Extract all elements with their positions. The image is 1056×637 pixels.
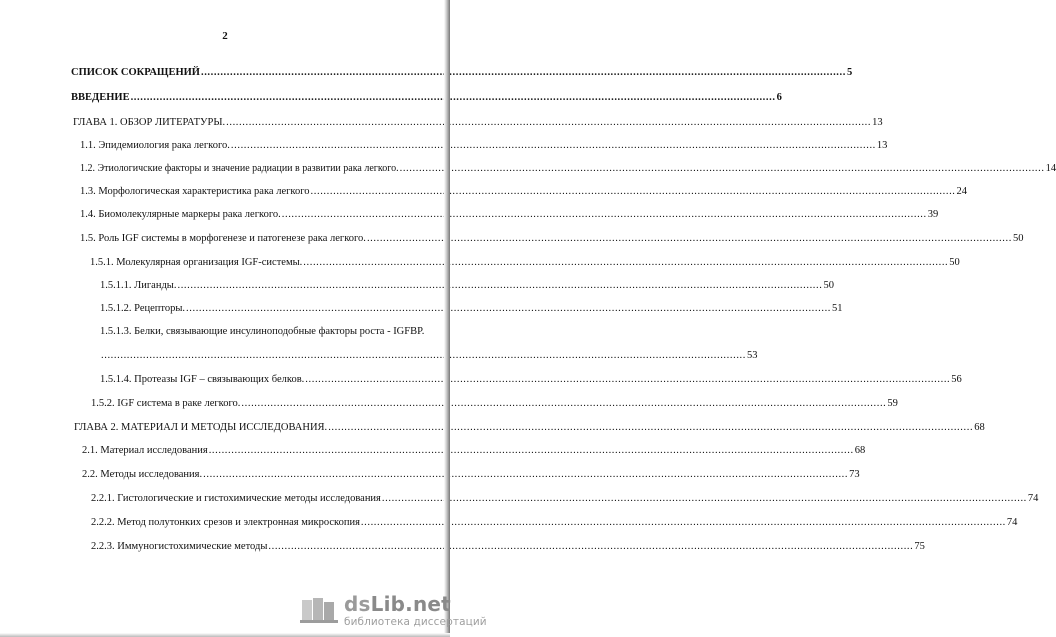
toc-entry-page: 75 [914, 541, 925, 552]
toc-entry [71, 66, 853, 79]
toc-entry-title: ГЛАВА 1. ОБЗОР ЛИТЕРАТУРЫ. [73, 117, 226, 128]
toc-entry-page: 74 [1027, 493, 1039, 504]
toc-entry-page: 53 [747, 350, 758, 361]
toc-entry-continuation [100, 349, 758, 362]
toc-entry [100, 325, 425, 338]
toc-leader-dots [203, 468, 848, 481]
toc-leader-dots [209, 444, 854, 457]
toc-entry [80, 208, 939, 221]
toc-leader-dots [311, 185, 956, 198]
toc-entry-title: 1.5.1. Молекулярная организация IGF-системы. [90, 257, 303, 268]
toc-entry-page: 51 [832, 303, 843, 314]
toc-entry-page: 39 [927, 209, 939, 220]
toc-leader-dots [101, 349, 746, 362]
toc-entry-page: 68 [854, 445, 866, 456]
toc-entry-title: 1.5. Роль IGF системы в морфогенезе и патогенезе рака легкого. [80, 233, 366, 244]
toc-entry-title: 1.5.1.3. Белки, связывающие инсулиноподобные факторы роста - IGFBP. [100, 326, 425, 337]
toc-entry-page: 74 [1006, 517, 1018, 528]
toc-leader-dots [367, 232, 1012, 245]
toc-entry [74, 421, 985, 434]
toc-entry-title: 1.5.1.2. Рецепторы. [100, 303, 186, 314]
toc-entry-page: 68 [974, 422, 985, 433]
toc-entry-title: 1.5.2. IGF система в раке легкого. [91, 398, 241, 409]
watermark-tagline: библиотека диссертаций [344, 616, 487, 628]
toc-entry-page: 50 [823, 280, 834, 291]
book-stack-icon [300, 596, 338, 624]
toc-leader-dots [328, 421, 973, 434]
toc-entry-page: 50 [1012, 233, 1024, 244]
toc-entry [91, 492, 1039, 505]
watermark-brand-suffix: Lib.net [370, 592, 451, 616]
toc-entry-page: 14 [1045, 163, 1056, 174]
toc-leader-dots [303, 256, 948, 269]
scan-edge-shadow [444, 0, 450, 637]
toc-entry-title: ГЛАВА 2. МАТЕРИАЛ И МЕТОДЫ ИССЛЕДОВАНИЯ. [74, 422, 328, 433]
toc-leader-dots [361, 516, 1006, 529]
toc-leader-dots [305, 373, 950, 386]
toc-leader-dots [177, 279, 822, 292]
toc-leader-dots [226, 116, 871, 129]
toc-entry-page: 56 [951, 374, 962, 385]
toc-entry [80, 139, 888, 152]
toc-entry [80, 232, 1024, 245]
toc-entry-title: 1.5.1.1. Лиганды. [100, 280, 177, 291]
toc-entry [91, 540, 925, 553]
toc-entry-page: 73 [849, 469, 860, 480]
toc-entry-page: 59 [887, 398, 898, 409]
watermark-brand-prefix: ds [344, 592, 371, 616]
toc-entry-page: 24 [956, 186, 968, 197]
toc-entry [91, 516, 1018, 529]
toc-entry-title: ВВЕДЕНИЕ [71, 92, 130, 103]
toc-entry [73, 116, 883, 129]
toc-entry-page: 6 [776, 92, 782, 103]
toc-entry-title: 2.1. Материал исследования [82, 445, 208, 456]
toc-leader-dots [268, 540, 913, 553]
toc-entry [82, 444, 866, 457]
toc-entry-title: 2.2.3. Иммуногистохимические методы [91, 541, 268, 552]
toc-entry [100, 373, 962, 386]
toc-entry [80, 185, 968, 198]
toc-leader-dots [382, 492, 1027, 505]
toc-entry [90, 256, 960, 269]
toc-entry-page: 13 [876, 140, 888, 151]
dslib-watermark-logo [300, 590, 487, 634]
toc-entry [80, 162, 1056, 175]
toc-entry-title: 2.2.2. Метод полутонких срезов и электронная микроскопия [91, 517, 360, 528]
toc-entry-page: 5 [846, 67, 853, 78]
toc-leader-dots [282, 208, 927, 221]
toc-entry-title: 1.2. Этиологичские факторы и значение радиации в развитии рака легкого. [80, 163, 399, 174]
toc-leader-dots [186, 302, 831, 315]
toc-entry-title: 1.4. Биомолекулярные маркеры рака легкого. [80, 209, 281, 220]
toc-entry-title: 1.1. Эпидемиология рака легкого. [80, 140, 230, 151]
toc-leader-dots [231, 139, 876, 152]
toc-entry-page: 50 [949, 257, 960, 268]
toc-entry [71, 91, 782, 104]
toc-leader-dots [201, 66, 846, 79]
toc-entry [100, 279, 834, 292]
watermark-brand [344, 592, 451, 616]
toc-entry-title: 2.2.1. Гистологические и гистохимические методы исследования [91, 493, 381, 504]
toc-entry-title: 2.2. Методы исследования. [82, 469, 203, 480]
toc-entry-title: 1.3. Морфологическая характеристика рака легкого [80, 186, 310, 197]
toc-entry-title: СПИСОК СОКРАЩЕНИЙ [71, 67, 200, 78]
toc-entry [82, 468, 860, 481]
toc-entry [100, 302, 843, 315]
page-number: 2 [222, 30, 228, 42]
toc-entry-title: 1.5.1.4. Протеазы IGF – связывающих белков. [100, 374, 305, 385]
toc-leader-dots [131, 91, 776, 104]
toc-entry-page: 13 [872, 117, 883, 128]
toc-leader-dots [241, 397, 886, 410]
toc-entry [91, 397, 898, 410]
toc-leader-dots [400, 162, 1045, 175]
